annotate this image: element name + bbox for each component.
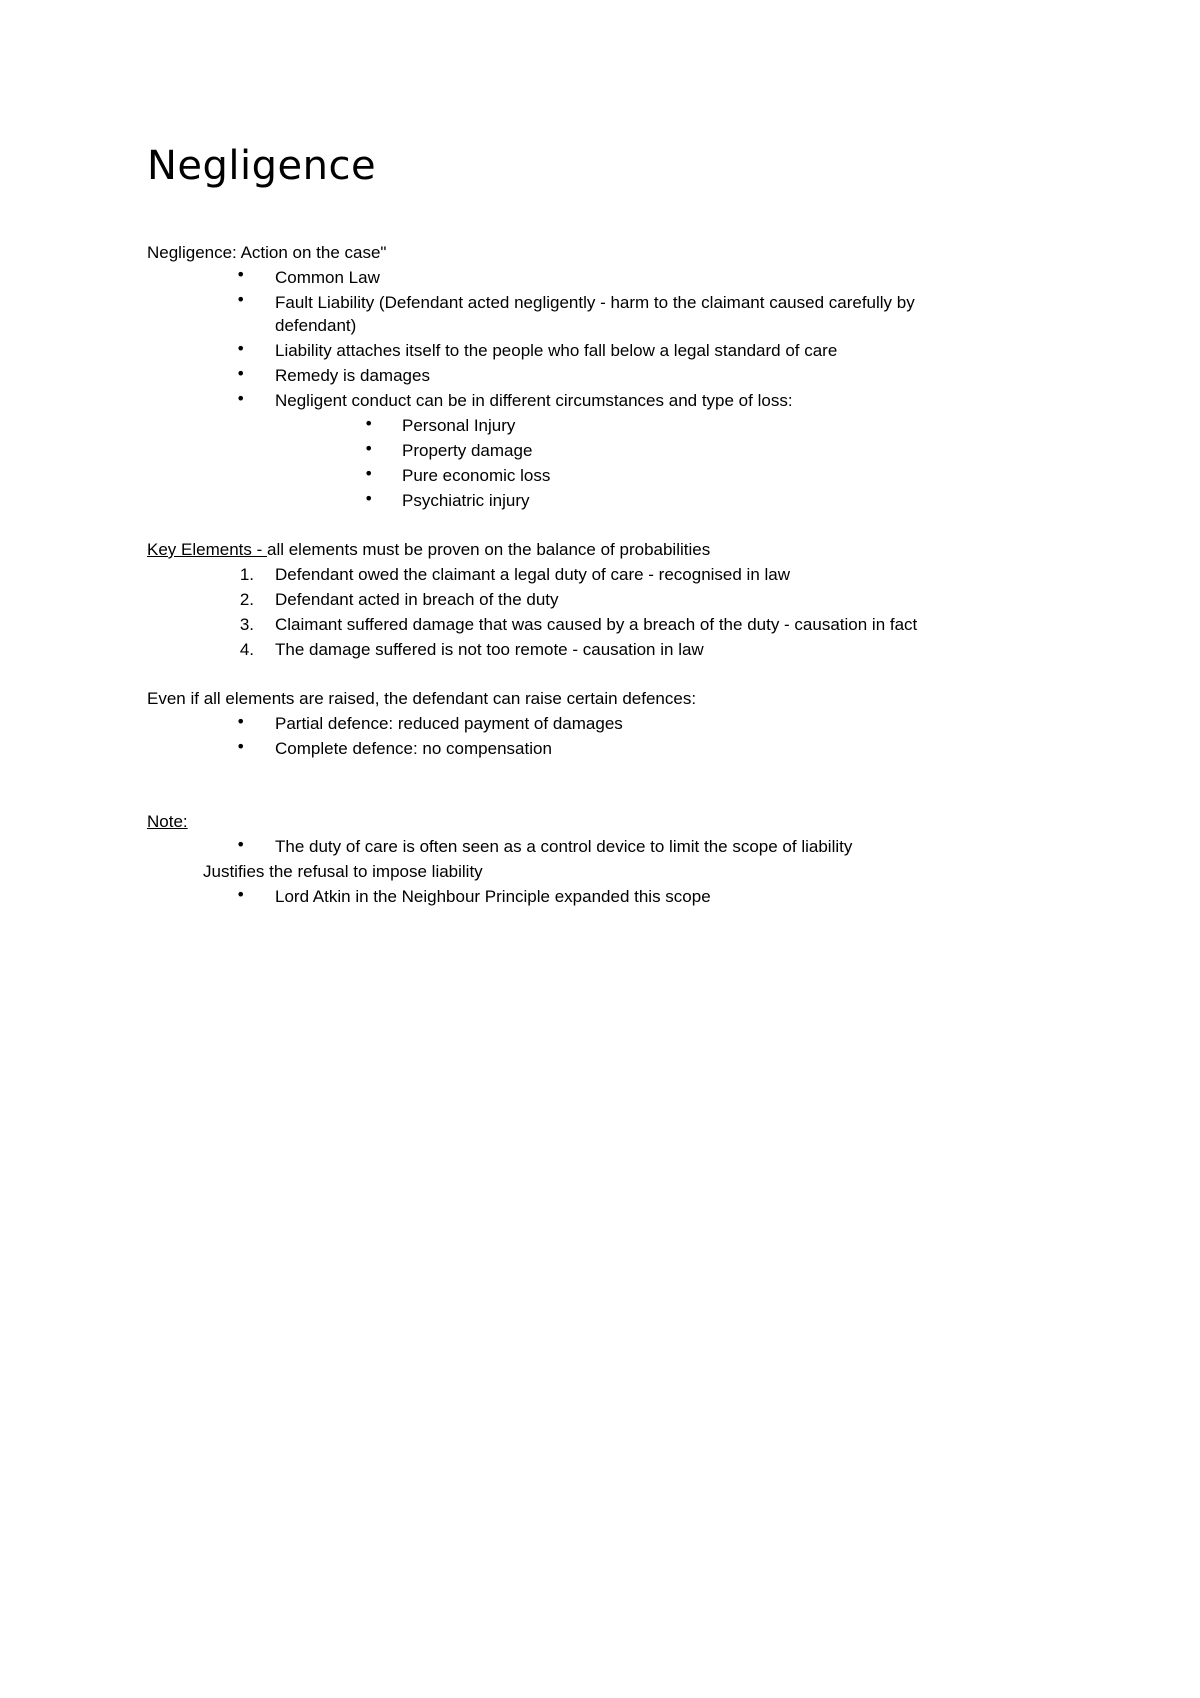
intro-bullet-item: Liability attaches itself to the people who fall below a legal standard of care <box>275 341 838 360</box>
bullet-icon: • <box>236 712 246 731</box>
bullet-icon: • <box>364 464 374 483</box>
key-element-item: Defendant acted in breach of the duty <box>275 590 559 609</box>
note-item: Lord Atkin in the Neighbour Principle expanded this scope <box>275 887 711 906</box>
bullet-icon: • <box>236 364 246 383</box>
list-number: 2. <box>239 590 254 609</box>
loss-type-item: Pure economic loss <box>402 466 551 485</box>
intro-line: Negligence: Action on the case" <box>147 243 387 262</box>
list-number: 1. <box>239 565 254 584</box>
bullet-icon: • <box>364 414 374 433</box>
note-heading: Note: <box>147 812 188 831</box>
bullet-icon: • <box>236 835 246 854</box>
bullet-icon: • <box>236 339 246 358</box>
defences-intro: Even if all elements are raised, the defendant can raise certain defences: <box>147 689 697 708</box>
defence-item: Complete defence: no compensation <box>275 739 552 758</box>
intro-bullet-item: Fault Liability (Defendant acted negligently - harm to the claimant caused carefully by <box>275 293 915 312</box>
loss-type-item: Personal Injury <box>402 416 516 435</box>
bullet-icon: • <box>236 265 246 284</box>
list-number: 3. <box>239 615 254 634</box>
note-item: The duty of care is often seen as a control device to limit the scope of liability <box>275 837 853 856</box>
key-element-item: Claimant suffered damage that was caused by a breach of the duty - causation in fact <box>275 615 918 634</box>
intro-bullet-item: Remedy is damages <box>275 366 430 385</box>
defence-item: Partial defence: reduced payment of damages <box>275 714 623 733</box>
bullet-icon: • <box>236 737 246 756</box>
key-elements-line <box>147 537 710 562</box>
bullet-icon: • <box>236 885 246 904</box>
key-elements-text: all elements must be proven on the balance of probabilities <box>267 540 711 559</box>
bullet-icon: • <box>236 290 246 309</box>
key-element-item: The damage suffered is not too remote - causation in law <box>275 640 704 659</box>
intro-bullet-item: Common Law <box>275 268 380 287</box>
intro-bullet-item-continued: defendant) <box>275 316 357 335</box>
loss-type-item: Property damage <box>402 441 533 460</box>
key-element-item: Defendant owed the claimant a legal duty of care - recognised in law <box>275 565 791 584</box>
page-title: Negligence <box>147 143 377 189</box>
list-number: 4. <box>239 640 254 659</box>
key-elements-heading: Key Elements - <box>147 540 267 559</box>
note-subline: Justifies the refusal to impose liability <box>203 862 483 881</box>
bullet-icon: • <box>364 439 374 458</box>
loss-type-item: Psychiatric injury <box>402 491 530 510</box>
bullet-icon: • <box>236 389 246 408</box>
intro-bullet-item: Negligent conduct can be in different circumstances and type of loss: <box>275 391 793 410</box>
bullet-icon: • <box>364 489 374 508</box>
